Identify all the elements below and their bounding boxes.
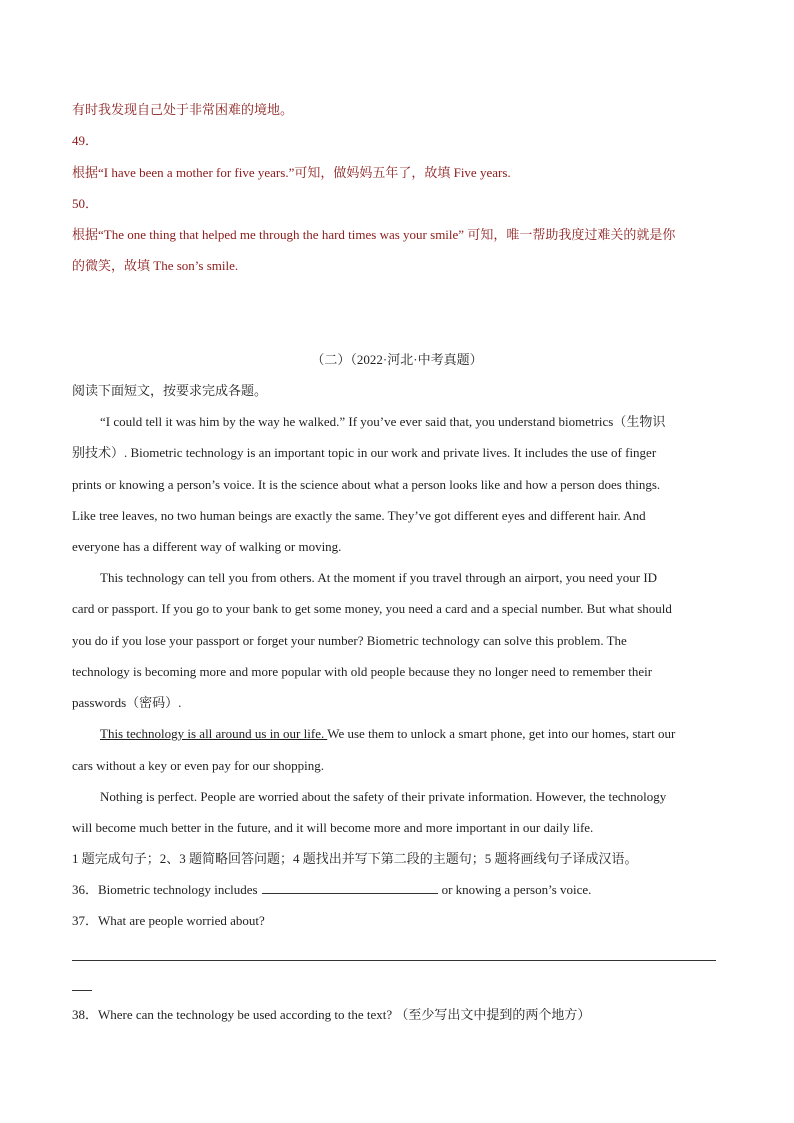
question-36-suffix: or knowing a person’s voice.: [441, 882, 592, 897]
passage-p2-line4: technology is becoming more and more popular with old people because they no longer need to remember their: [72, 664, 653, 679]
passage-p1-line4: Like tree leaves, no two human beings are exactly the same. They’ve got different eyes and different hair. And: [72, 508, 646, 523]
answer-49-number: 49．: [72, 133, 99, 148]
passage-p1-line1: “I could tell it was him by the way he walked.” If you’ve ever said that, you understand biometrics（生物识: [100, 414, 666, 429]
section-title: （二）（2022·河北·中考真题）: [311, 352, 483, 367]
passage-p2-line2: card or passport. If you go to your bank to get some money, you need a card and a special number. But what should: [72, 601, 672, 616]
passage-p1-line5: everyone has a different way of walking or moving.: [72, 539, 342, 554]
passage-p3-line2: cars without a key or even pay for our shopping.: [72, 758, 324, 773]
passage-p2-line5: passwords（密码）.: [72, 695, 182, 710]
passage-p4-line2: will become much better in the future, and it will become more and more important in our daily life.: [72, 820, 594, 835]
question-38: 38．Where can the technology be used according to the text? （至少写出文中提到的两个地方）: [72, 1007, 591, 1022]
passage-p1-line2: 别技术）. Biometric technology is an important topic in our work and private lives. It includes the use of finger: [72, 445, 657, 460]
question-36: [72, 881, 591, 899]
section-instruction: 阅读下面短文，按要求完成各题。: [72, 383, 268, 398]
answer-49-explanation: 根据“I have been a mother for five years.”可知，做妈妈五年了，故填 Five years.: [72, 165, 511, 180]
answer-50-explanation-line2: 的微笑，故填 The son’s smile.: [72, 258, 239, 273]
answer-50-number: 50．: [72, 196, 99, 211]
passage-p1-line3: prints or knowing a person’s voice. It is the science about what a person looks like and how a person does things.: [72, 477, 661, 492]
answer-50-explanation-line1: 根据“The one thing that helped me through the hard times was your smile” 可知，唯一帮助我度过难关的就是你: [72, 227, 676, 242]
answer-line-37-continuation[interactable]: [72, 990, 92, 991]
answer-blank-36[interactable]: [262, 881, 438, 894]
passage-p4-line1: Nothing is perfect. People are worried about the safety of their private information. However, the technology: [100, 789, 667, 804]
passage-p2-line3: you do if you lose your passport or forget your number? Biometric technology can solve this problem. The: [72, 633, 627, 648]
question-directions: 1 题完成句子；2、3 题简略回答问题；4 题找出并写下第二段的主题句；5 题将画线句子译成汉语。: [72, 851, 638, 866]
answer-48-translation: 有时我发现自己处于非常困难的境地。: [72, 102, 294, 117]
underlined-sentence: This technology is all around us in our life.: [100, 726, 328, 741]
answer-line-37[interactable]: [72, 960, 716, 961]
question-36-prefix: 36．Biometric technology includes: [72, 882, 258, 897]
passage-p2-line1: This technology can tell you from others. At the moment if you travel through an airport, you need your ID: [100, 570, 658, 585]
passage-p3-rest: We use them to unlock a smart phone, get into our homes, start our: [327, 726, 676, 741]
passage-p3-line1: [100, 725, 675, 743]
question-37: 37．What are people worried about?: [72, 913, 265, 928]
